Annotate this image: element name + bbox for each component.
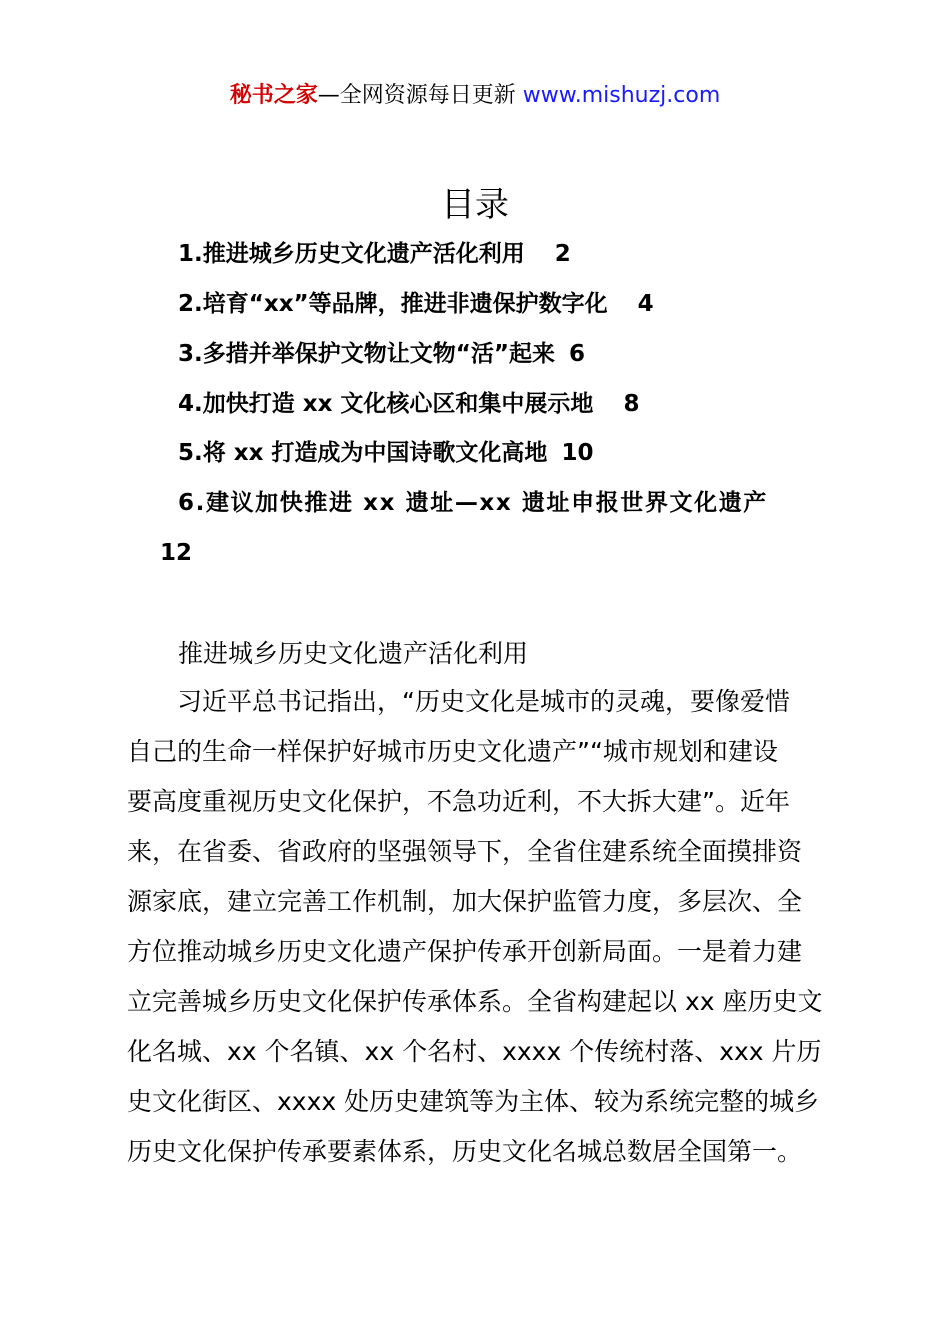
toc-title: 目录 — [441, 185, 509, 225]
paragraph-line: 自己的生命一样保护好城市历史文化遗产”“城市规划和建设 — [127, 737, 778, 766]
toc-entry-page: 6 — [568, 341, 585, 367]
paragraph-line: 立完善城乡历史文化保护传承体系。全省构建起以 xx 座历史文 — [127, 987, 823, 1016]
toc-entry-label: 1.推进城乡历史文化遗产活化利用 — [178, 241, 525, 267]
paragraph-line: 要高度重视历史文化保护，不急功近利，不大拆大建”。近年 — [127, 787, 790, 816]
toc-entry-label: 3.多措并举保护文物让文物“活”起来 — [178, 341, 555, 367]
toc-entry-page: 10 — [561, 440, 594, 466]
toc-entry-page: 8 — [623, 391, 640, 417]
toc-entry[interactable] — [178, 387, 639, 421]
paragraph-line: 方位推动城乡历史文化遗产保护传承开创新局面。一是着力建 — [127, 937, 803, 966]
paragraph-line: 历史文化保护传承要素体系，历史文化名城总数居全国第一。 — [127, 1137, 803, 1166]
paragraph-line: 史文化街区、xxxx 处历史建筑等为主体、较为系统完整的城乡 — [127, 1087, 820, 1116]
toc-entry-page: 2 — [554, 241, 571, 267]
toc-entry-label: 4.加快打造 xx 文化核心区和集中展示地 — [178, 391, 594, 417]
toc-entry[interactable] — [178, 237, 571, 271]
toc-entry-page: 4 — [637, 291, 654, 317]
toc-entry-label: 6.建议加快推进 xx 遗址—xx 遗址申报世界文化遗产 — [178, 490, 768, 516]
site-header — [0, 80, 950, 112]
brand-name: 秘书之家 — [229, 83, 318, 108]
toc-entry[interactable] — [178, 486, 768, 520]
paragraph-line: 习近平总书记指出，“历史文化是城市的灵魂，要像爱惜 — [127, 687, 790, 716]
paragraph-line: 来，在省委、省政府的坚强领导下，全省住建系统全面摸排资 — [127, 837, 803, 866]
toc-entry-label: 5.将 xx 打造成为中国诗歌文化高地 — [178, 440, 548, 466]
section-heading: 推进城乡历史文化遗产活化利用 — [178, 639, 529, 668]
site-url-link[interactable]: www.mishuzj.com — [522, 83, 721, 108]
paragraph-line: 源家底，建立完善工作机制，加大保护监管力度，多层次、全 — [127, 887, 803, 916]
paragraph-line: 化名城、xx 个名镇、xx 个名村、xxxx 个传统村落、xxx 片历 — [127, 1037, 822, 1066]
toc-entry-label: 2.培育“xx”等品牌，推进非遗保护数字化 — [178, 291, 608, 317]
toc-entry[interactable] — [178, 337, 585, 371]
toc-entry-page: 12 — [160, 540, 193, 566]
header-tagline: —全网资源每日更新 — [317, 83, 523, 108]
toc-entry[interactable] — [178, 287, 654, 321]
toc-entry[interactable] — [178, 436, 593, 470]
